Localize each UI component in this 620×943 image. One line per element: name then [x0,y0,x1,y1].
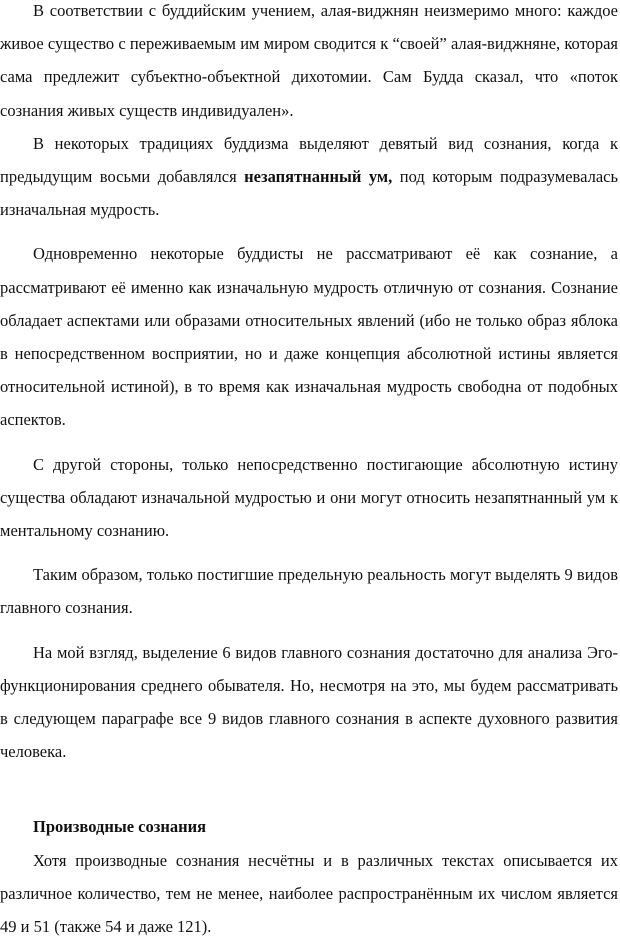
paragraph-derived-count: Хотя производные сознания несчётны и в различных текстах описывается их различное количество, тем не менее, наиболее распространённым их числом является 49 и 51 (также 54 и даже 121). [0,850,618,937]
bold-term-stainless-mind: незапятнанный ум, [244,167,393,187]
section-heading-derived-consciousness: Производные сознания [33,817,207,837]
paragraph-author-view: На мой взгляд, выделение 6 видов главного сознания достаточно для анализа Эго-функционирования среднего обывателя. Но, несмотря на это, мы будем рассматривать в следующем параграфе все 9 видов главного сознания в аспекте духовного развития человека. [0,642,618,762]
paragraph-ninth-text-end: под которым подразумевалась изначальная мудрость. [0,167,618,220]
paragraph-ninth-text-start: В некоторых традициях буддизма выделяют девятый вид сознания, когда к предыдущим восьми добавлялся [0,133,618,187]
paragraph-ninth-consciousness [0,127,618,227]
paragraph-alaya-vijnana: В соответствии с буддийским учением, алая-виджнян неизмеримо много: каждое живое существо с переживаемым им миром сводится к “своей” алая-виджняне, которая сама предлежит субъектно-объектной дихотомии. Сам Будда сказал, что «поток сознания живых существ индивидуален». [0,1,618,120]
paragraph-absolute-truth: С другой стороны, только непосредственно постигающие абсолютную истину существа обладают изначальной мудростью и они могут относить незапятнанный ум к ментальному сознанию. [0,454,618,541]
paragraph-nine-types: Таким образом, только постигшие предельную реальность могут выделять 9 видов главного сознания. [0,565,618,618]
paragraph-primordial-wisdom: Одновременно некоторые буддисты не рассматривают её как сознание, а рассматривают её именно как изначальную мудрость отличную от сознания. Сознание обладает аспектами или образами относительных явлений (ибо не только образ яблока в непосредственном восприятии, но и даже концепция абсолютной истины является относительной истиной), в то время как изначальная мудрость свободна от подобных аспектов. [0,244,618,430]
